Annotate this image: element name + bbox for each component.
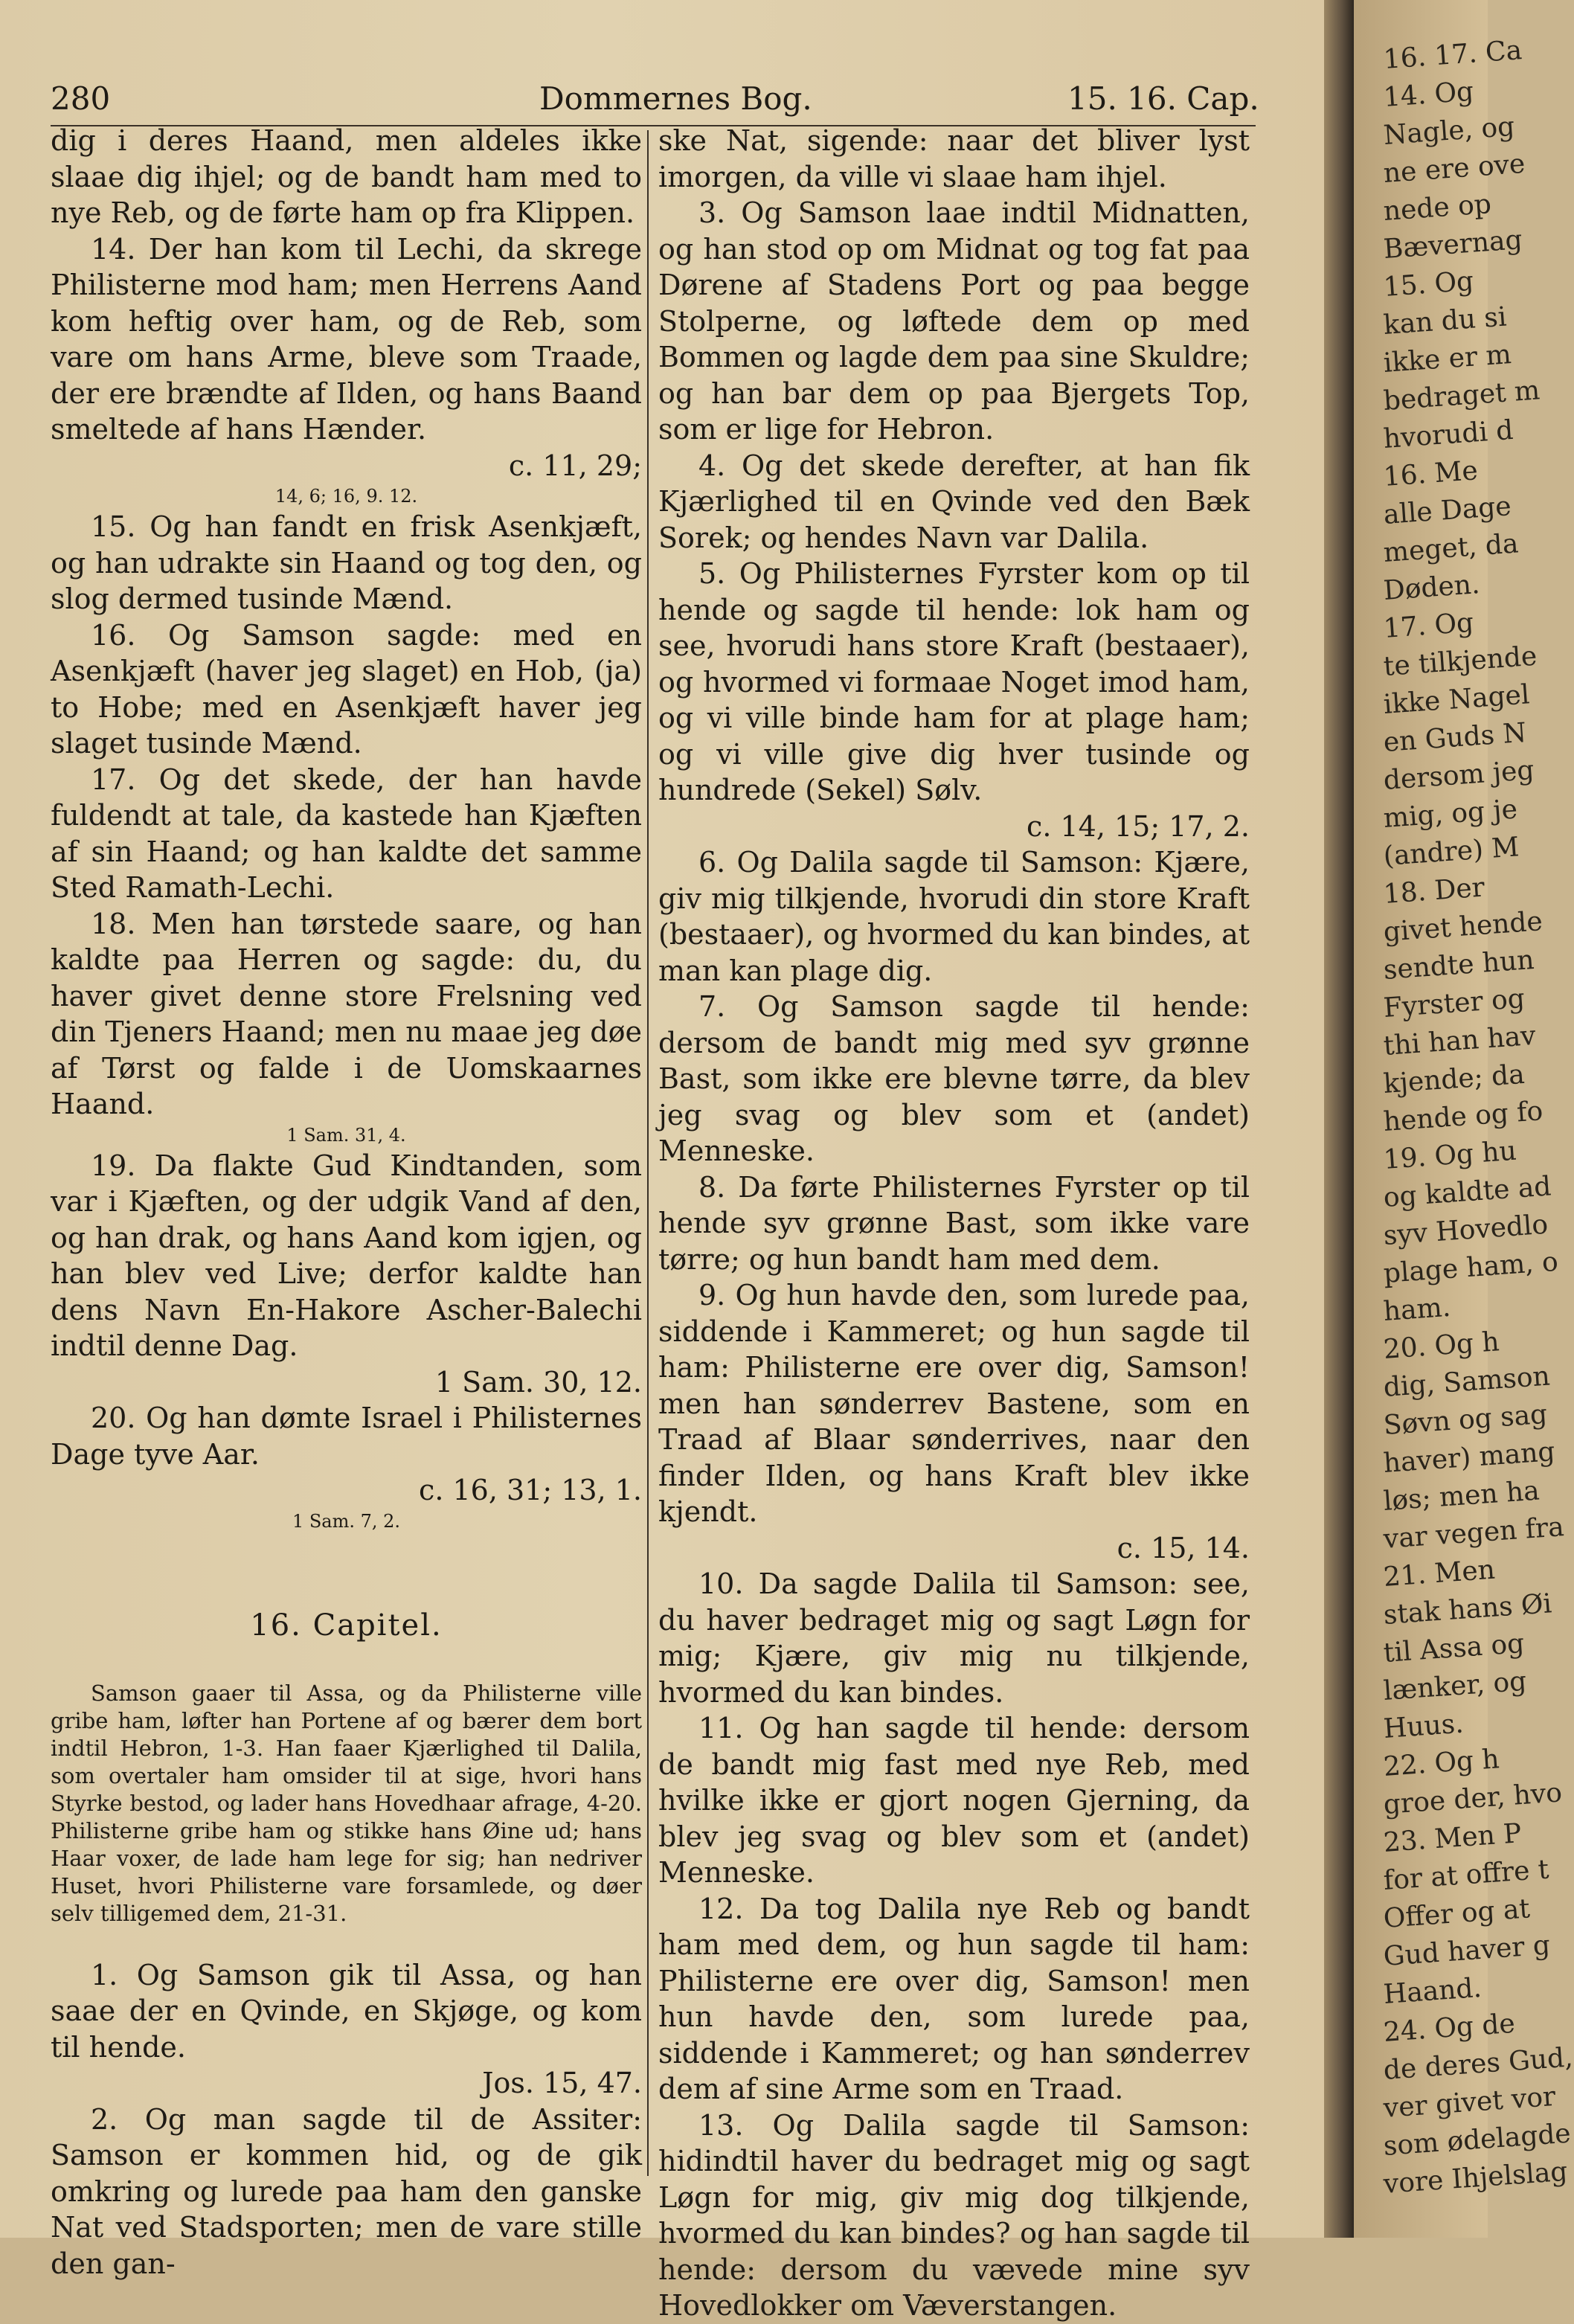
verse-text: 10. Da sagde Dalila til Samson: see, du haver bedraget mig og sagt Løgn for mig; Kjære, giv mig nu tilkjende, hvormed du kan bindes. xyxy=(658,1567,1250,1709)
verse-text: 7. Og Samson sagde til hende: dersom de bandt mig med syv grønne Bast, som ikke ere blevne tørre, da blev jeg svag og blev som et (andet) Menneske. xyxy=(658,990,1250,1167)
cross-reference-small: 1 Sam. 7, 2. xyxy=(292,1510,401,1532)
facing-page-line: de deres Gud, xyxy=(1382,2042,1574,2086)
verse-text: 11. Og han sagde til hende: dersom de bandt mig fast med nye Reb, med hvilke ikke er gjort nogen Gjerning, da blev jeg svag og blev som et (andet) Menneske. xyxy=(658,1712,1250,1889)
facing-page-line: alle Dage xyxy=(1382,491,1512,530)
facing-page-line: 20. Og h xyxy=(1382,1326,1500,1365)
book-gutter xyxy=(1324,0,1354,2238)
verse-text: 18. Men han tørstede saare, og han kaldte paa Herren og sagde: du, du haver givet denne store Frelsning ved din Tjeners Haand; men nu maae jeg døe af Tørst og falde i de Uomskaarnes Haand. xyxy=(51,907,642,1120)
facing-page-line: ne ere ove xyxy=(1382,148,1526,189)
cross-reference: Jos. 15, 47. xyxy=(482,2067,642,2099)
facing-page-line: te tilkjende xyxy=(1382,641,1538,682)
verse-text: 3. Og Samson laae indtil Midnatten, og han stod op om Midnat og tog fat paa Dørene af Stadens Port og paa begge Stolperne, og løftede dem op med Bommen og lagde dem paa sine Skuldre; og han bar dem op paa Bjergets Top, som er lige for Hebron. xyxy=(658,196,1250,446)
facing-page-line: 21. Men xyxy=(1382,1554,1497,1593)
facing-page-line: hvorudi d xyxy=(1382,414,1514,455)
verse-paragraph xyxy=(51,1400,642,1509)
cross-reference: c. 15, 14. xyxy=(1117,1531,1250,1564)
chapter-summary: Samson gaaer til Assa, og da Philisterne ville gribe ham, løfter han Portene af og bærer dem bort indtil Hebron, 1-3. Han faaer Kjærlighed til Dalila, som overtaler ham omsider til at sige, hvori hans Styrke bestod, og lader hans Hovedhaar afrage, 4-20. Philisterne gribe ham og stikke hans Øine ud; hans Haar voxer, de lade ham lege for sig; han nedriver Huset, hvori Philisterne vare forsamlede, og døer selv tilligemed dem, 21-31. xyxy=(51,1680,642,1926)
facing-page-line: kjende; da xyxy=(1382,1059,1526,1100)
facing-page-line: Huus. xyxy=(1382,1708,1465,1744)
facing-page-line: thi han hav xyxy=(1382,1020,1537,1062)
verse-text: 15. Og han fandt en frisk Asenkjæft, og han udrakte sin Haand og tog den, og slog dermed tusinde Mænd. xyxy=(51,510,642,615)
verse-text: ske Nat, sigende: naar det bliver lyst imorgen, da ville vi slaae ham ihjel. xyxy=(658,124,1250,193)
verse-paragraph xyxy=(51,1957,642,2102)
facing-page-line: givet hende xyxy=(1382,906,1544,948)
facing-page-line: 16. 17. Ca xyxy=(1382,35,1523,75)
facing-page-line: plage ham, o xyxy=(1382,1246,1560,1289)
verse-paragraph xyxy=(658,1710,1250,1891)
verse-paragraph xyxy=(658,2108,1250,2324)
facing-page-line: lænker, og xyxy=(1382,1666,1528,1707)
verse-text: 9. Og hun havde den, som lurede paa, siddende i Kammeret; og hun sagde til ham: Philisterne ere over dig, Samson! men han sønderrev Bastene, som en Traad af Blaar sønderrives, naar den finder Ilden, og hans Kraft blev ikke kjendt. xyxy=(658,1279,1250,1528)
facing-page-line: 23. Men P xyxy=(1382,1818,1523,1858)
facing-page-line: hende og fo xyxy=(1382,1096,1544,1137)
facing-page-line: Bævernag xyxy=(1382,225,1523,265)
verse-paragraph xyxy=(658,1566,1250,1710)
left-column xyxy=(51,123,642,2282)
verse-text: 20. Og han dømte Israel i Philisternes Dage tyve Aar. xyxy=(51,1402,642,1471)
verse-paragraph xyxy=(51,123,642,231)
facing-page-line: Søvn og sag xyxy=(1382,1399,1549,1441)
facing-page-line: Nagle, og xyxy=(1382,111,1516,151)
chapter-ref: 15. 16. Cap. xyxy=(1067,80,1259,117)
verse-text: 6. Og Dalila sagde til Samson: Kjære, giv mig tilkjende, hvorudi din store Kraft (bestaaer), og hvormed du kan bindes, at man kan plage dig. xyxy=(658,846,1250,987)
facing-page-line: haver) mang xyxy=(1382,1436,1556,1479)
verse-paragraph xyxy=(51,1148,642,1401)
facing-page-line: 19. Og hu xyxy=(1382,1135,1518,1175)
verse-paragraph xyxy=(51,762,642,906)
facing-page-line: stak hans Øi xyxy=(1382,1588,1553,1631)
facing-page-line: bedraget m xyxy=(1382,375,1541,417)
facing-page-line: kan du si xyxy=(1382,301,1508,341)
verse-paragraph xyxy=(658,1891,1250,2108)
facing-page-line: ham. xyxy=(1382,1291,1452,1327)
facing-page-line: 18. Der xyxy=(1382,872,1486,910)
verse-paragraph xyxy=(51,509,642,617)
verse-text: 5. Og Philisternes Fyrster kom op til hende og sagde til hende: lok ham og see, hvorudi hans store Kraft (bestaaer), og hvormed vi formaae Noget imod ham, og vi ville binde ham for at plage ham; og vi ville give dig hver tusinde og hundrede (Sekel) Sølv. xyxy=(658,557,1250,806)
facing-page-line: sendte hun xyxy=(1382,944,1535,986)
facing-page-line: meget, da xyxy=(1382,528,1520,568)
verse-paragraph xyxy=(658,123,1250,195)
facing-page-line: (andre) M xyxy=(1382,832,1520,872)
facing-page-line: Døden. xyxy=(1382,569,1481,606)
facing-page-line: 15. Og xyxy=(1382,266,1475,303)
facing-page-line: Fyrster og xyxy=(1382,983,1526,1024)
facing-page-line: ikke er m xyxy=(1382,339,1512,379)
facing-page-line: mig, og je xyxy=(1382,794,1519,834)
left-verses xyxy=(51,123,642,1534)
facing-page-line: dersom jeg xyxy=(1382,754,1535,796)
facing-page-line: Haand. xyxy=(1382,1972,1483,2010)
facing-page-line: vore Ihjelslag xyxy=(1382,2156,1569,2200)
verse-text: dig i deres Haand, men aldeles ikke slaae dig ihjel; og de bandt ham med to nye Reb, og de førte ham op fra Klippen. xyxy=(51,124,642,229)
facing-page-line: syv Hovedlo xyxy=(1382,1209,1549,1251)
facing-page-line: 24. Og de xyxy=(1382,2008,1517,2048)
right-verses xyxy=(658,123,1250,2324)
verse-paragraph xyxy=(658,1277,1250,1566)
facing-page-line: 14. Og xyxy=(1382,76,1475,113)
cross-reference: 1 Sam. 30, 12. xyxy=(434,1365,642,1399)
facing-page-fragment xyxy=(1354,0,1574,2238)
verse-text: 12. Da tog Dalila nye Reb og bandt ham med dem, og hun sagde til ham: Philisterne ere over dig, Samson! men hun havde den, som lurede paa, siddende i Kammeret; og han sønderrev dem af sine Arme som en Traad. xyxy=(658,1892,1250,2105)
verse-paragraph xyxy=(51,906,642,1123)
facing-page-line: ver givet vor xyxy=(1382,2081,1557,2124)
facing-page-line: Gud haver g xyxy=(1382,1930,1552,1972)
facing-page-line: og kaldte ad xyxy=(1382,1171,1552,1213)
facing-page-line: dig, Samson xyxy=(1382,1361,1551,1403)
verse-text: 17. Og det skede, der han havde fuldendt at tale, da kastede han Kjæften af sin Haand; og han kaldte det samme Sted Ramath-Lechi. xyxy=(51,763,642,904)
verse-paragraph xyxy=(658,556,1250,844)
verse-paragraph xyxy=(51,231,642,484)
chapter-title: 16. Capitel. xyxy=(250,1608,443,1643)
book-title: Dommernes Bog. xyxy=(539,80,812,117)
facing-page-line: 17. Og xyxy=(1382,607,1475,644)
verse-paragraph xyxy=(658,989,1250,1169)
cross-reference: c. 16, 31; 13, 1. xyxy=(419,1474,642,1506)
facing-page-line: var vegen fra xyxy=(1382,1512,1565,1555)
verse-paragraph xyxy=(51,2102,642,2282)
verse-text: 19. Da flakte Gud Kindtanden, som var i Kjæften, og der udgik Vand af den, og han drak, og hans Aand kom igjen, og han blev ved Live; derfor kaldte han dens Navn En-Hakore Ascher-Balechi indtil denne Dag. xyxy=(51,1149,642,1362)
verse-paragraph xyxy=(658,1169,1250,1278)
verse-text: 2. Og man sagde til de Assiter: Samson er kommen hid, og de gik omkring og lurede paa ham den ganske Nat ved Stadsporten; men de vare stille den gan- xyxy=(51,2102,642,2280)
verse-paragraph xyxy=(658,448,1250,556)
facing-page-line: for at offre t xyxy=(1382,1854,1550,1896)
facing-page-line: en Guds N xyxy=(1382,717,1528,758)
facing-page-line: Offer og at xyxy=(1382,1893,1532,1934)
facing-page-line: løs; men ha xyxy=(1382,1475,1541,1517)
verse-text: 14. Der han kom til Lechi, da skrege Philisterne mod ham; men Herrens Aand kom heftig over ham, og de Reb, som vare om hans Arme, bleve som Traade, der ere brændte af Ilden, og hans Baand smeltede af hans Hænder. xyxy=(51,232,642,446)
column-divider xyxy=(647,130,649,2176)
cross-reference: c. 14, 15; 17, 2. xyxy=(1027,809,1250,843)
facing-page-line: 16. Me xyxy=(1382,455,1479,492)
verse-paragraph xyxy=(658,195,1250,448)
verse-text: 4. Og det skede derefter, at han fik Kjærlighed til en Qvinde ved den Bæk Sorek; og hendes Navn var Dalila. xyxy=(658,449,1250,554)
verse-text: 16. Og Samson sagde: med en Asenkjæft (haver jeg slaget) en Hob, (ja) to Hobe; med en Asenkjæft haver jeg slaget tusinde Mænd. xyxy=(51,618,642,760)
facing-page-line: ikke Nagel xyxy=(1382,679,1531,720)
verse-text: 13. Og Dalila sagde til Samson: hidindtil haver du bedraget mig og sagt Løgn for mig, giv mig dog tilkjende, hvormed du kan bindes? og han sagde til hende: dersom du vævede mine syv Hovedlokker om Væverstangen. xyxy=(658,2108,1250,2322)
facing-page-line: 22. Og h xyxy=(1382,1744,1500,1782)
verse-text: 1. Og Samson gik til Assa, og han saae der en Qvinde, en Skjøge, og kom til hende. xyxy=(51,1958,642,2064)
cross-reference-small: 14, 6; 16, 9. 12. xyxy=(274,486,418,507)
verse-paragraph xyxy=(51,617,642,762)
cross-reference-small: 1 Sam. 31, 4. xyxy=(286,1124,406,1146)
cross-reference: c. 11, 29; xyxy=(508,449,642,482)
facing-page-line: nede op xyxy=(1382,188,1493,227)
verse-paragraph xyxy=(658,844,1250,989)
facing-page-line: som ødelagde xyxy=(1382,2118,1572,2162)
facing-page-line: til Assa og xyxy=(1382,1628,1526,1669)
left-verses-chapter-16 xyxy=(51,1957,642,2282)
verse-text: 8. Da førte Philisternes Fyrster op til hende syv grønne Bast, som ikke vare tørre; og hun bandt ham med dem. xyxy=(658,1170,1250,1276)
page-number: 280 xyxy=(51,80,111,117)
facing-page-line: groe der, hvo xyxy=(1382,1777,1564,1820)
right-column xyxy=(658,123,1250,2324)
